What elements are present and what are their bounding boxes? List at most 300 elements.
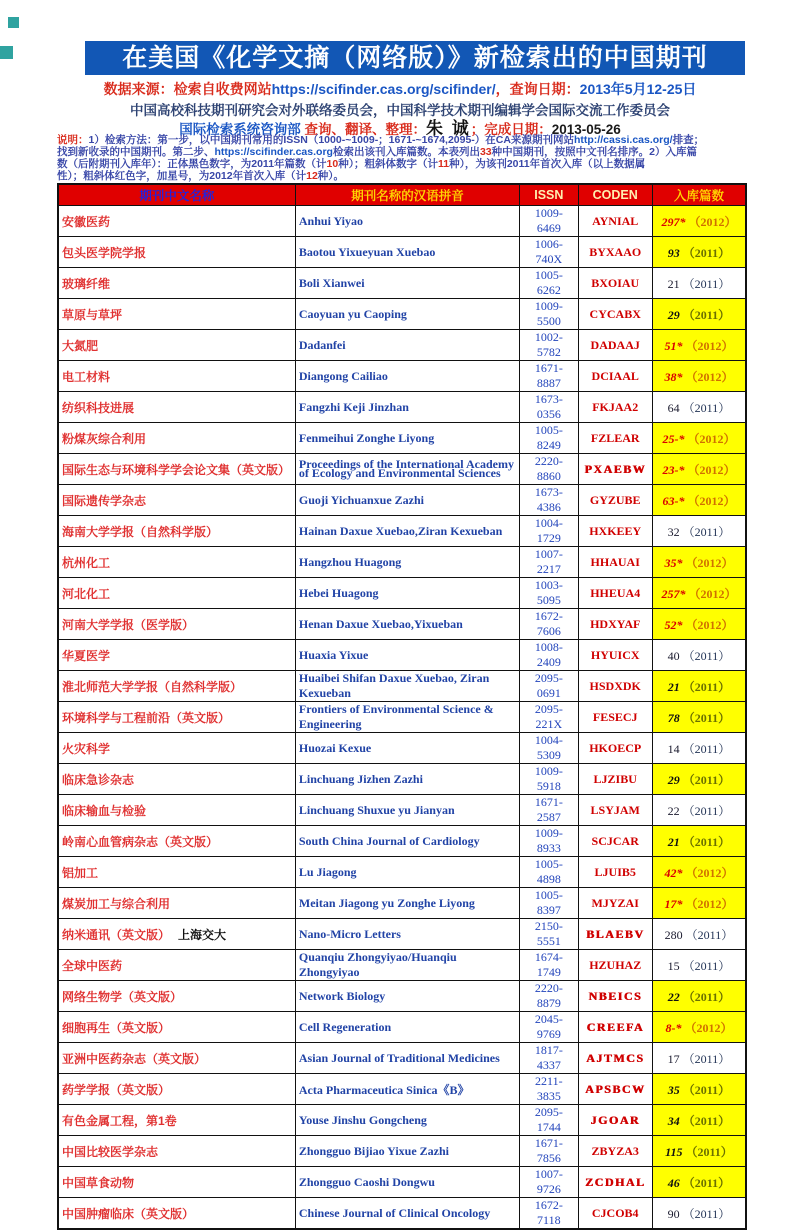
journal-coden: DCIAAL: [578, 361, 652, 392]
journal-chinese-name: 岭南心血管病杂志（英文版）: [58, 826, 295, 857]
record-count-value: 29: [667, 772, 680, 787]
record-count-cell: [652, 392, 746, 423]
note-text: 1）检索方法：第一步，以中国期刊常用的ISSN（1000-~1009-；1671-~1674,2095-）在CA来源期刊网站: [88, 134, 574, 146]
note-url-link[interactable]: https://scifinder.cas.org: [214, 146, 333, 158]
note-text: 种）；粗斜体数字（计: [338, 158, 438, 170]
consult-dept: 国际检索系统咨询部: [179, 122, 305, 137]
data-source-label: 数据来源：: [103, 81, 174, 97]
record-count-value: 40: [667, 648, 680, 663]
journal-chinese-name: 临床急诊杂志: [58, 764, 295, 795]
note-line: [57, 170, 749, 182]
page-title: 在美国《化学文摘（网络版）》新检索出的中国期刊: [85, 41, 745, 75]
journal-pinyin-name: Hebei Huagong: [295, 578, 519, 609]
journal-issn: 2095-1744: [520, 1105, 578, 1136]
record-entry-year: （2012）: [685, 865, 734, 880]
journal-chinese-name: 煤炭加工与综合利用: [58, 888, 295, 919]
journal-pinyin-name: Network Biology: [295, 981, 519, 1012]
journal-pinyin-name: Linchuang Jizhen Zazhi: [295, 764, 519, 795]
record-count-value: 17*: [664, 896, 683, 911]
record-count-cell: [652, 1198, 746, 1230]
journal-pinyin-name: Henan Daxue Xuebao,Yixueban: [295, 609, 519, 640]
record-count-value: 115: [665, 1144, 683, 1159]
journal-chinese-name: 细胞再生（英文版）: [58, 1012, 295, 1043]
journal-coden: SCJCAR: [578, 826, 652, 857]
record-count-cell: [652, 609, 746, 640]
table-row: [58, 764, 746, 795]
record-count-value: 38*: [664, 369, 683, 384]
committee-line: 中国高校科技期刊研究会对外联络委员会，中国科学技术期刊编辑学会国际交流工作委员会: [130, 103, 670, 118]
journal-coden: HDXYAF: [578, 609, 652, 640]
journal-coden: APSBCW: [578, 1074, 652, 1105]
record-count-cell: [652, 888, 746, 919]
record-count-value: 22: [667, 989, 680, 1004]
journal-pinyin-name: Hangzhou Huagong: [295, 547, 519, 578]
journal-affiliation: 上海交大: [178, 927, 227, 942]
journal-pinyin-name: Quanqiu Zhongyiyao/Huanqiu Zhongyiyao: [295, 950, 519, 981]
journal-chinese-name: 草原与草坪: [58, 299, 295, 330]
note-text: 种），为该刊2011年首次入库（以上数据属: [449, 158, 646, 170]
journal-chinese-name: 网络生物学（英文版）: [58, 981, 295, 1012]
column-header-record-count: 入库篇数: [652, 184, 746, 206]
journal-issn: 1009-8933: [520, 826, 578, 857]
record-count-cell: [652, 361, 746, 392]
record-entry-year: （2011）: [682, 1082, 731, 1097]
table-row: [58, 1198, 746, 1230]
table-row: [58, 454, 746, 485]
journal-issn: 1672-7118: [520, 1198, 578, 1230]
record-count-value: 280: [664, 927, 683, 942]
record-count-cell: [652, 950, 746, 981]
note-line: [57, 134, 749, 146]
record-entry-year: （2012）: [685, 338, 734, 353]
journal-pinyin-name: Chinese Journal of Clinical Oncology: [295, 1198, 519, 1230]
record-count-value: 29: [667, 307, 680, 322]
journal-coden: NBEICS: [578, 981, 652, 1012]
table-row: [58, 702, 746, 733]
record-count-value: 34: [667, 1113, 680, 1128]
record-entry-year: （2012）: [685, 617, 734, 632]
journal-coden: HSDXDK: [578, 671, 652, 702]
journal-issn: 1009-5500: [520, 299, 578, 330]
record-entry-year: （2012）: [687, 493, 736, 508]
journal-coden: BLAEBV: [578, 919, 652, 950]
journal-issn: 1671-7856: [520, 1136, 578, 1167]
journal-coden: LJZIBU: [578, 764, 652, 795]
note-text: 33: [479, 146, 492, 158]
record-count-cell: [652, 1074, 746, 1105]
record-count-value: 90: [667, 1206, 680, 1221]
record-count-cell: [652, 795, 746, 826]
table-row: [58, 888, 746, 919]
journal-coden: FESECJ: [578, 702, 652, 733]
record-count-value: 63-*: [662, 493, 685, 508]
table-row: [58, 1105, 746, 1136]
record-count-value: 21: [667, 276, 680, 291]
journal-chinese-name: 中国比较医学杂志: [58, 1136, 295, 1167]
record-count-value: 14: [667, 741, 680, 756]
journal-chinese-name: 全球中医药: [58, 950, 295, 981]
journal-coden: FKJAA2: [578, 392, 652, 423]
journal-chinese-name: 火灾科学: [58, 733, 295, 764]
column-header-coden: CODEN: [578, 184, 652, 206]
journal-pinyin-name: Hainan Daxue Xuebao,Ziran Kexueban: [295, 516, 519, 547]
record-count-cell: [652, 671, 746, 702]
query-date-label: ，查询日期：: [495, 81, 580, 97]
journal-chinese-name: 杭州化工: [58, 547, 295, 578]
journal-issn: 1005-8397: [520, 888, 578, 919]
journal-coden: HYUICX: [578, 640, 652, 671]
record-count-value: 8-*: [665, 1020, 682, 1035]
record-count-cell: [652, 547, 746, 578]
journal-coden: BXOIAU: [578, 268, 652, 299]
table-row: [58, 547, 746, 578]
journal-issn: 1003-5095: [520, 578, 578, 609]
note-url-link[interactable]: http://cassi.cas.org/: [573, 134, 673, 146]
record-count-value: 46: [667, 1175, 680, 1190]
table-row: [58, 950, 746, 981]
record-count-cell: [652, 1136, 746, 1167]
table-row: [58, 392, 746, 423]
table-row: [58, 609, 746, 640]
table-row: [58, 237, 746, 268]
note-text: 种）。: [317, 170, 345, 182]
table-row: [58, 330, 746, 361]
record-entry-year: （2012）: [685, 369, 734, 384]
table-row: [58, 299, 746, 330]
note-text: 数（后附期刊入库年）：正体黑色数字，为2011年篇数（计: [57, 158, 327, 170]
note-text: 找到新收录的中国期刊。第二步、: [57, 146, 215, 158]
finish-date-value: 2013-05-26: [551, 122, 621, 137]
journal-chinese-name: 中国肿瘤临床（英文版）: [58, 1198, 295, 1230]
journal-pinyin-name: Boli Xianwei: [295, 268, 519, 299]
scifinder-url-link[interactable]: https://scifinder.cas.org/scifinder/: [271, 81, 496, 97]
journal-issn: 2220-8860: [520, 454, 578, 485]
record-count-value: 15: [667, 958, 680, 973]
journal-issn: 1007-9726: [520, 1167, 578, 1198]
record-count-cell: [652, 733, 746, 764]
journal-pinyin-name: Huozai Kexue: [295, 733, 519, 764]
journal-issn: 1002-5782: [520, 330, 578, 361]
record-count-value: 17: [667, 1051, 680, 1066]
record-count-value: 32: [667, 524, 680, 539]
journal-issn: 1005-6262: [520, 268, 578, 299]
table-row: [58, 578, 746, 609]
record-entry-year: （2012）: [687, 462, 736, 477]
record-entry-year: （2012）: [685, 896, 734, 911]
journal-chinese-name: 河南大学学报（医学版）: [58, 609, 295, 640]
notes: [57, 134, 749, 182]
table-row: [58, 268, 746, 299]
journal-issn: 1671-2587: [520, 795, 578, 826]
record-entry-year: （2011）: [682, 1113, 731, 1128]
record-count-cell: [652, 764, 746, 795]
query-date-value: 2013年5月12-25日: [579, 81, 697, 97]
table-row: [58, 206, 746, 237]
record-count-cell: [652, 268, 746, 299]
record-entry-year: （2011）: [682, 1175, 731, 1190]
journal-coden: LSYJAM: [578, 795, 652, 826]
journal-chinese-name: 海南大学学报（自然科学版）: [58, 516, 295, 547]
journal-pinyin-name: Baotou Yixueyuan Xuebao: [295, 237, 519, 268]
record-entry-year: （2011）: [682, 958, 731, 973]
journal-chinese-name: 大氮肥: [58, 330, 295, 361]
record-entry-year: （2011）: [682, 1206, 731, 1221]
journal-coden: DADAAJ: [578, 330, 652, 361]
journal-issn: 2095-221X: [520, 702, 578, 733]
record-count-value: 23-*: [662, 462, 685, 477]
record-entry-year: （2012）: [685, 555, 734, 570]
note-text: 11: [437, 158, 450, 170]
record-count-cell: [652, 237, 746, 268]
journal-chinese-name: 河北化工: [58, 578, 295, 609]
table-row: [58, 981, 746, 1012]
record-count-value: 21: [667, 679, 680, 694]
record-count-value: 21: [667, 834, 680, 849]
journal-issn: 2045-9769: [520, 1012, 578, 1043]
record-count-value: 93: [667, 245, 680, 260]
record-count-cell: [652, 702, 746, 733]
journal-chinese-name: 包头医学院学报: [58, 237, 295, 268]
record-entry-year: （2011）: [682, 710, 731, 725]
journal-issn: 1004-1729: [520, 516, 578, 547]
record-entry-year: （2012）: [688, 214, 737, 229]
journal-coden: HHEUA4: [578, 578, 652, 609]
journal-coden: AJTMCS: [578, 1043, 652, 1074]
journal-pinyin-name: Lu Jiagong: [295, 857, 519, 888]
table-row: [58, 516, 746, 547]
table-row: [58, 826, 746, 857]
journal-pinyin-name: Caoyuan yu Caoping: [295, 299, 519, 330]
journal-coden: MJYZAI: [578, 888, 652, 919]
journal-pinyin-name: Huaibei Shifan Daxue Xuebao, Ziran Kexueban: [295, 671, 519, 702]
journal-coden: HHAUAI: [578, 547, 652, 578]
record-count-value: 257*: [661, 586, 686, 601]
compiler-name: 朱 诚: [425, 119, 471, 138]
journal-chinese-name: 淮北师范大学学报（自然科学版）: [58, 671, 295, 702]
record-count-value: 35*: [664, 555, 683, 570]
record-entry-year: （2011）: [682, 741, 731, 756]
note-text: 说明：: [57, 134, 89, 146]
journal-chinese-name: 纺织科技进展: [58, 392, 295, 423]
journal-chinese-name: 有色金属工程，第1卷: [58, 1105, 295, 1136]
record-count-cell: [652, 640, 746, 671]
record-count-cell: [652, 1043, 746, 1074]
table-header-row: [58, 184, 746, 206]
journal-pinyin-name: Zhongguo Bijiao Yixue Zazhi: [295, 1136, 519, 1167]
journal-issn: 2150-5551: [520, 919, 578, 950]
journal-issn: 2211-3835: [520, 1074, 578, 1105]
journal-chinese-name: 电工材料: [58, 361, 295, 392]
record-entry-year: （2011）: [682, 679, 731, 694]
journal-pinyin-name: Proceedings of the International Academy of Ecology and Environmental Sciences: [295, 454, 519, 485]
journal-chinese-name: 安徽医药: [58, 206, 295, 237]
journals-table-body: [58, 206, 746, 1230]
note-line: [57, 146, 749, 158]
journal-issn: 1673-0356: [520, 392, 578, 423]
record-entry-year: （2011）: [682, 524, 731, 539]
journal-pinyin-name: Asian Journal of Traditional Medicines: [295, 1043, 519, 1074]
journal-chinese-name: 亚洲中医药杂志（英文版）: [58, 1043, 295, 1074]
journal-pinyin-name: Guoji Yichuanxue Zazhi: [295, 485, 519, 516]
record-entry-year: （2011）: [682, 989, 731, 1004]
table-row: [58, 919, 746, 950]
note-text: 12: [306, 170, 318, 182]
record-count-cell: [652, 1105, 746, 1136]
journals-table: [57, 183, 747, 1230]
journal-chinese-name: 纳米通讯（英文版） 上海交大: [58, 919, 295, 950]
note-text: 种中国期刊，按照中文刊名排序。2）入库篇: [491, 146, 697, 158]
record-entry-year: （2011）: [682, 307, 731, 322]
journal-chinese-name: 药学学报（英文版）: [58, 1074, 295, 1105]
record-count-cell: [652, 485, 746, 516]
table-row: [58, 640, 746, 671]
data-source-prefix: 检索自收费网站: [173, 81, 272, 97]
record-entry-year: （2011）: [682, 834, 731, 849]
record-count-value: 64: [667, 400, 680, 415]
journal-chinese-name: 玻璃纤维: [58, 268, 295, 299]
note-text: 检索出该刊入库篇数。本表列出: [332, 146, 480, 158]
record-count-cell: [652, 857, 746, 888]
journal-coden: HZUHAZ: [578, 950, 652, 981]
record-count-cell: [652, 516, 746, 547]
journal-issn: 2220-8879: [520, 981, 578, 1012]
table-row: [58, 423, 746, 454]
journal-issn: 1009-6469: [520, 206, 578, 237]
table-row: [58, 671, 746, 702]
journal-coden: AYNIAL: [578, 206, 652, 237]
table-row: [58, 1136, 746, 1167]
journal-coden: JGOAR: [578, 1105, 652, 1136]
journal-chinese-name: 中国草食动物: [58, 1167, 295, 1198]
record-count-cell: [652, 299, 746, 330]
journal-issn: 1674-1749: [520, 950, 578, 981]
journal-issn: 1005-4898: [520, 857, 578, 888]
journal-issn: 1008-2409: [520, 640, 578, 671]
journal-coden: HKOECP: [578, 733, 652, 764]
table-row: [58, 485, 746, 516]
journal-chinese-name: 国际遗传学杂志: [58, 485, 295, 516]
journal-pinyin-name: Fangzhi Keji Jinzhan: [295, 392, 519, 423]
record-entry-year: （2011）: [685, 1144, 733, 1159]
record-entry-year: （2011）: [685, 927, 734, 942]
table-row: [58, 733, 746, 764]
journal-pinyin-name: Cell Regeneration: [295, 1012, 519, 1043]
record-count-value: 297*: [661, 214, 686, 229]
record-count-value: 78: [667, 710, 680, 725]
record-entry-year: （2011）: [682, 772, 731, 787]
journal-chinese-name: 华夏医学: [58, 640, 295, 671]
journal-coden: PXAEBW: [578, 454, 652, 485]
teal-marker-icon: [0, 46, 13, 59]
journal-issn: 1673-4386: [520, 485, 578, 516]
record-count-value: 22: [667, 803, 680, 818]
column-header-chinese-name: 期刊中文名称: [58, 184, 295, 206]
finish-date-label: ；完成日期：: [470, 122, 552, 137]
journal-coden: FZLEAR: [578, 423, 652, 454]
journal-pinyin-name: Acta Pharmaceutica Sinica《B》: [295, 1074, 519, 1105]
record-entry-year: （2012）: [688, 586, 737, 601]
journal-coden: CYCABX: [578, 299, 652, 330]
record-count-cell: [652, 330, 746, 361]
record-count-cell: [652, 981, 746, 1012]
record-entry-year: （2011）: [682, 276, 731, 291]
journal-coden: HXKEEY: [578, 516, 652, 547]
record-count-cell: [652, 919, 746, 950]
record-entry-year: （2011）: [682, 648, 731, 663]
journal-coden: BYXAAO: [578, 237, 652, 268]
journal-issn: 1009-5918: [520, 764, 578, 795]
journal-chinese-name: 环境科学与工程前沿（英文版）: [58, 702, 295, 733]
journal-chinese-name: 粉煤灰综合利用: [58, 423, 295, 454]
data-source-line: [0, 79, 800, 99]
journal-issn: 1672-7606: [520, 609, 578, 640]
journal-pinyin-name: Huaxia Yixue: [295, 640, 519, 671]
journal-issn: 1006-740X: [520, 237, 578, 268]
table-row: [58, 1167, 746, 1198]
record-count-value: 51*: [664, 338, 683, 353]
journal-coden: CREEFA: [578, 1012, 652, 1043]
table-row: [58, 1043, 746, 1074]
column-header-pinyin-name: 期刊名称的汉语拼音: [295, 184, 519, 206]
note-text: 性）；粗斜体红色字，加星号，为2012年首次入库（计: [57, 170, 307, 182]
record-entry-year: （2011）: [682, 245, 731, 260]
table-row: [58, 857, 746, 888]
record-count-value: 25-*: [662, 431, 685, 446]
record-entry-year: （2011）: [682, 400, 731, 415]
journal-coden: ZCDHAL: [578, 1167, 652, 1198]
column-header-issn: ISSN: [520, 184, 578, 206]
journal-pinyin-name: Linchuang Shuxue yu Jianyan: [295, 795, 519, 826]
journal-coden: ZBYZA3: [578, 1136, 652, 1167]
table-row: [58, 1074, 746, 1105]
journal-pinyin-name: Anhui Yiyao: [295, 206, 519, 237]
record-count-cell: [652, 578, 746, 609]
journal-coden: LJUIB5: [578, 857, 652, 888]
journal-chinese-name: 临床输血与检验: [58, 795, 295, 826]
journal-pinyin-name: Fenmeihui Zonghe Liyong: [295, 423, 519, 454]
table-row: [58, 1012, 746, 1043]
record-count-value: 42*: [664, 865, 683, 880]
record-count-cell: [652, 1012, 746, 1043]
record-count-value: 52*: [664, 617, 683, 632]
consult-tasks: 查询、翻译、整理：: [304, 122, 426, 137]
journal-pinyin-name: Youse Jinshu Gongcheng: [295, 1105, 519, 1136]
table-row: [58, 795, 746, 826]
record-entry-year: （2012）: [684, 1020, 733, 1035]
journal-pinyin-name: Diangong Cailiao: [295, 361, 519, 392]
record-count-cell: [652, 1167, 746, 1198]
record-count-cell: [652, 454, 746, 485]
journal-pinyin-name: Meitan Jiagong yu Zonghe Liyong: [295, 888, 519, 919]
journal-pinyin-name: Dadanfei: [295, 330, 519, 361]
journal-pinyin-name: Frontiers of Environmental Science & Engineering: [295, 702, 519, 733]
journal-pinyin-name: Zhongguo Caoshi Dongwu: [295, 1167, 519, 1198]
note-text: 10: [326, 158, 339, 170]
journal-chinese-name: 铝加工: [58, 857, 295, 888]
journal-chinese-name: 国际生态与环境科学学会论文集（英文版）: [58, 454, 295, 485]
journal-issn: 1005-8249: [520, 423, 578, 454]
journal-issn: 1004-5309: [520, 733, 578, 764]
journal-issn: 1817-4337: [520, 1043, 578, 1074]
table-row: [58, 361, 746, 392]
record-entry-year: （2011）: [682, 803, 731, 818]
journal-issn: 2095-0691: [520, 671, 578, 702]
journal-issn: 1007-2217: [520, 547, 578, 578]
journal-coden: CJCOB4: [578, 1198, 652, 1230]
journal-pinyin-name: South China Journal of Cardiology: [295, 826, 519, 857]
record-count-cell: [652, 826, 746, 857]
journal-pinyin-name: Nano-Micro Letters: [295, 919, 519, 950]
